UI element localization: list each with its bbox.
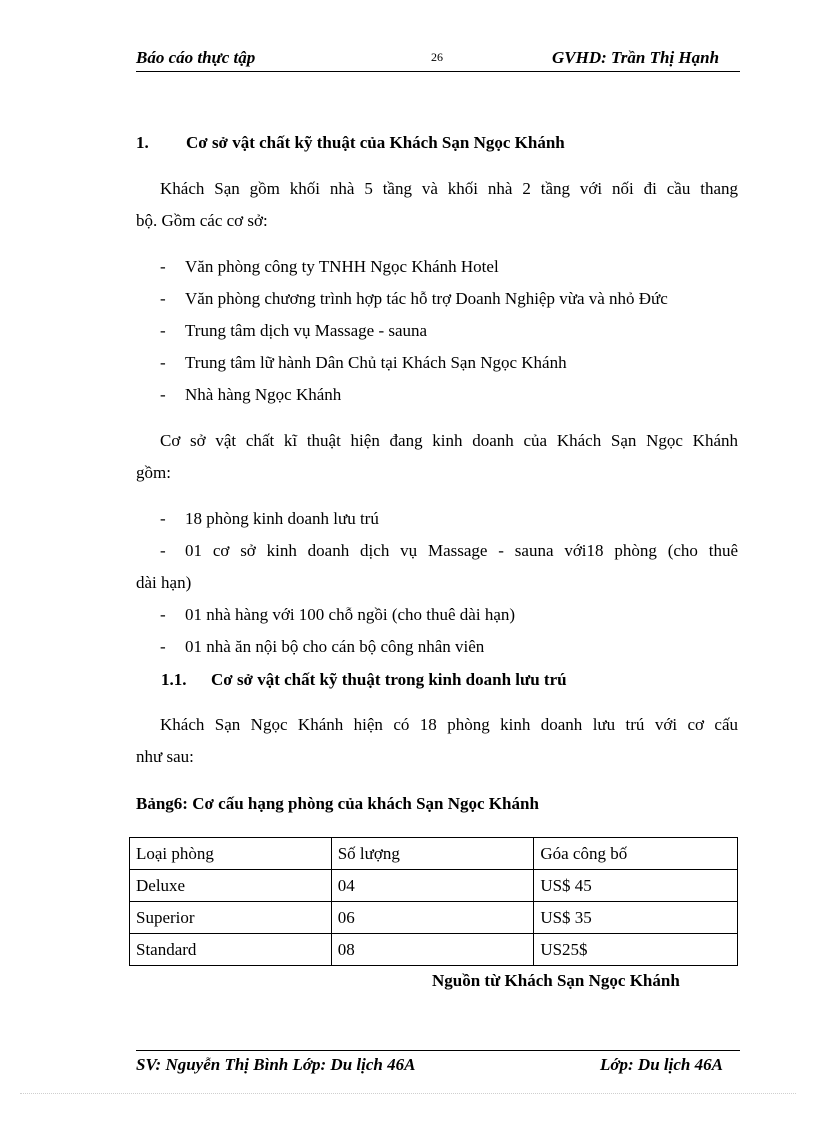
table-cell: Standard [130, 934, 332, 966]
table-cell: Superior [130, 902, 332, 934]
footer-class: Lớp: Du lịch 46A [600, 1055, 723, 1074]
table-header-row [130, 838, 738, 870]
table-row [130, 870, 738, 902]
table-source: Nguồn từ Khách Sạn Ngọc Khánh [432, 971, 680, 990]
list-item: - Văn phòng công ty TNHH Ngọc Khánh Hotel [160, 257, 499, 276]
list-item: - Nhà hàng Ngọc Khánh [160, 385, 342, 404]
section-title: Cơ sở vật chất kỹ thuật của Khách Sạn Ngọc Khánh [186, 133, 565, 152]
business-line-1: Cơ sở vật chất kĩ thuật hiện đang kinh doanh của Khách Sạn Ngọc Khánh [160, 431, 738, 450]
list-item: - Văn phòng chương trình hợp tác hỗ trợ Doanh Nghiệp vừa và nhỏ Đức [160, 289, 668, 308]
business-paragraph [136, 425, 738, 489]
table-caption: Bảng6: Cơ cấu hạng phòng của khách Sạn Ngọc Khánh [136, 794, 539, 813]
business-item-2: - 01 cơ sở kinh doanh dịch vụ Massage - sauna với18 phòng (cho thuê dài hạn) [136, 541, 738, 592]
header-report-title: Báo cáo thực tập [136, 48, 256, 67]
footer-student: SV: Nguyễn Thị Bình Lớp: Du lịch 46A [136, 1055, 416, 1074]
table-cell: Deluxe [130, 870, 332, 902]
room-class-table [129, 837, 738, 966]
subsection-number: 1.1. [161, 670, 187, 689]
business-line-2: gồm: [136, 463, 171, 482]
table-cell: US$ 35 [534, 902, 738, 934]
list-item: - Trung tâm lữ hành Dân Chủ tại Khách Sạn Ngọc Khánh [160, 353, 567, 372]
subsection-title: Cơ sở vật chất kỹ thuật trong kinh doanh lưu trú [211, 670, 567, 689]
table-cell: 06 [331, 902, 534, 934]
table-cell: US$ 45 [534, 870, 738, 902]
table-cell: 08 [331, 934, 534, 966]
sub-intro-line-2: như sau: [136, 747, 194, 766]
page-number: 26 [431, 50, 443, 64]
business-item-1: - 18 phòng kinh doanh lưu trú [160, 509, 379, 528]
table-header-cell: Loại phòng [130, 838, 332, 870]
page-bottom-dotted-line [20, 1093, 796, 1094]
list-item: - Trung tâm dịch vụ Massage - sauna [160, 321, 428, 340]
table-header-cell: Góa công bố [534, 838, 738, 870]
table-cell: US25$ [534, 934, 738, 966]
facilities-list [160, 251, 740, 411]
table-row [130, 902, 738, 934]
header-rule [136, 71, 740, 72]
intro-line-2: bộ. Gồm các cơ sở: [136, 211, 268, 230]
business-item-4: - 01 nhà ăn nội bộ cho cán bộ công nhân viên [160, 637, 485, 656]
table-row [130, 934, 738, 966]
intro-paragraph [136, 173, 738, 237]
business-item-3: - 01 nhà hàng với 100 chỗ ngồi (cho thuê dài hạn) [160, 605, 516, 624]
intro-line-1: Khách Sạn gồm khối nhà 5 tầng và khối nhà 2 tầng với nối đi cầu thang [160, 179, 738, 198]
section-number: 1. [136, 133, 149, 152]
footer-rule [136, 1050, 740, 1051]
table-header-cell: Số lượng [331, 838, 534, 870]
table-cell: 04 [331, 870, 534, 902]
header-supervisor: GVHD: Trần Thị Hạnh [552, 48, 720, 67]
sub-intro-line-1: Khách Sạn Ngọc Khánh hiện có 18 phòng kinh doanh lưu trú với cơ cấu [160, 715, 738, 734]
sub-intro-paragraph [136, 709, 738, 773]
